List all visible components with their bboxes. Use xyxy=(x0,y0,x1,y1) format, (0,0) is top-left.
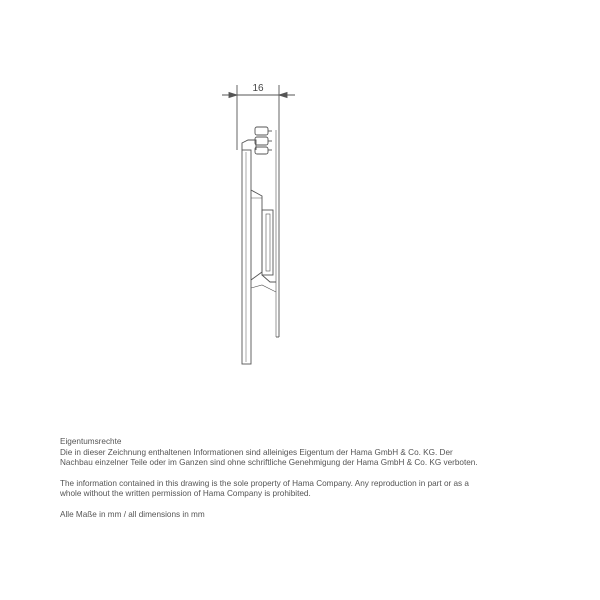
notes-de-line-1: Die in dieser Zeichnung enthaltenen Informationen sind alleiniges Eigentum der Hama GmbH & Co. KG. Der xyxy=(60,447,453,457)
notes-heading: Eigentumsrechte xyxy=(60,437,122,446)
latch-block xyxy=(255,127,268,135)
dimensions-note: Alle Maße in mm / all dimensions in mm xyxy=(60,509,205,519)
notes-en-line-1: The information contained in this drawing is the sole property of Hama Company. Any reproduction in part or as a xyxy=(60,478,469,488)
wall-plate xyxy=(242,150,251,364)
dimension-label: 16 xyxy=(252,83,264,94)
notes-de-line-2: Nachbau einzelner Teile oder im Ganzen sind ohne schriftliche Genehmigung der Hama GmbH & Co. KG verboten. xyxy=(60,458,478,467)
arrowhead-right xyxy=(279,93,287,98)
notes-en-line-2: whole without the written permission of Hama Company is prohibited. xyxy=(60,489,311,498)
middle-mechanism xyxy=(251,190,262,280)
arrowhead-left xyxy=(229,93,237,98)
slider-block xyxy=(262,210,273,275)
top-hook xyxy=(242,140,256,150)
property-notes xyxy=(60,437,560,520)
